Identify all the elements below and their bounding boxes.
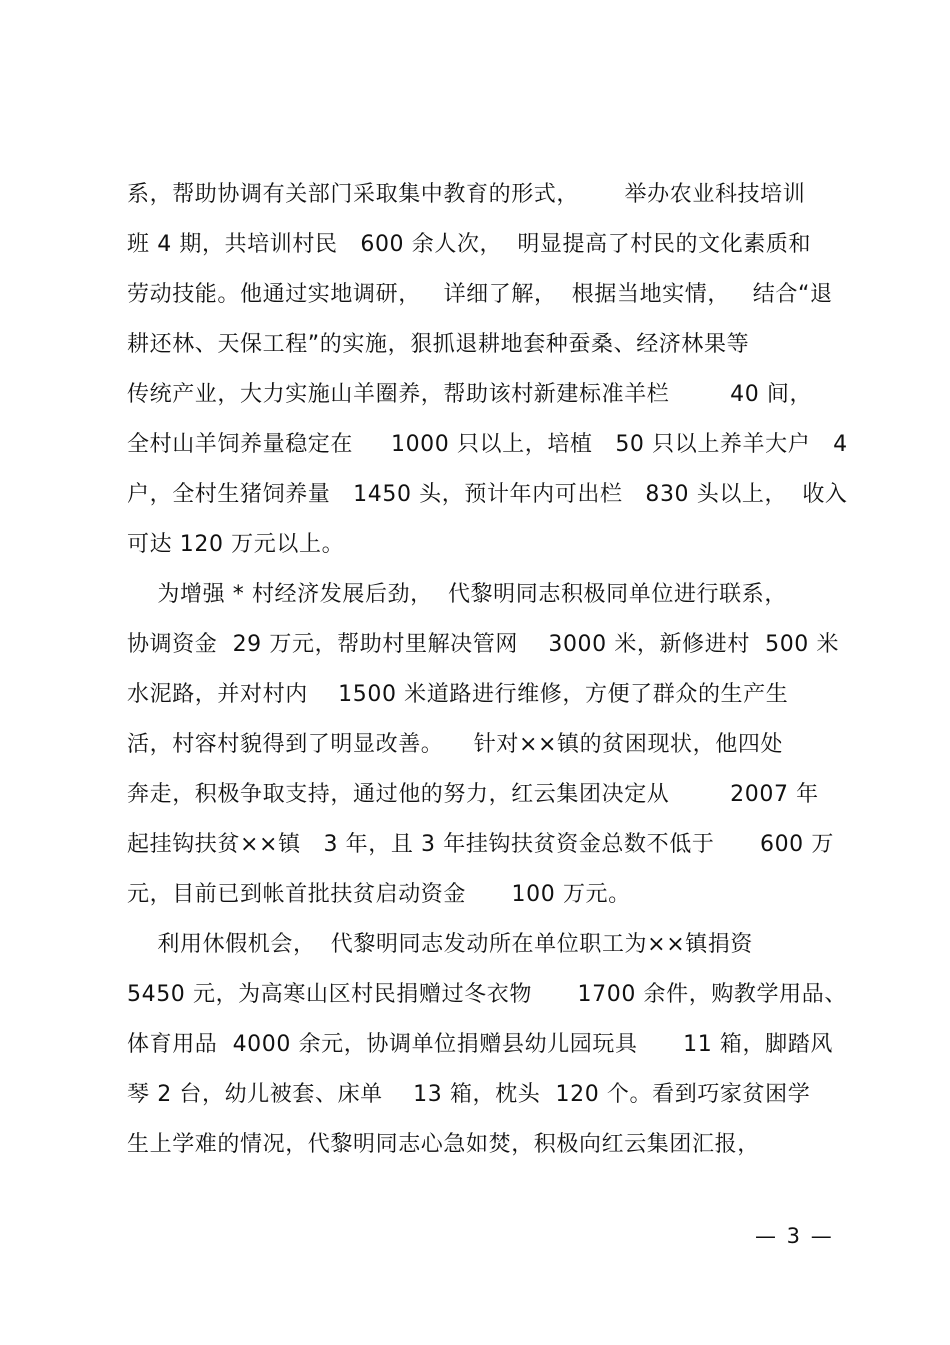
- text-line: 元，目前已到帐首批扶贫启动资金 100 万元。: [127, 882, 631, 907]
- text-line: 传统产业，大力实施山羊圈养，帮助该村新建标准羊栏 40 间，: [127, 382, 813, 407]
- text-line: 起挂钩扶贫××镇 3 年，且 3 年挂钩扶贫资金总数不低于 600 万: [127, 832, 834, 857]
- text-line: 水泥路，并对村内 1500 米道路进行维修，方便了群众的生产生: [127, 682, 789, 707]
- text-line: 协调资金 29 万元，帮助村里解决管网 3000 米，新修进村 500 米: [127, 632, 840, 657]
- text-line: 班 4 期，共培训村民 600 余人次， 明显提高了村民的文化素质和: [127, 232, 812, 257]
- text-line: 可达 120 万元以上。: [127, 532, 345, 557]
- text-line: 为增强 * 村经济发展后劲， 代黎明同志积极同单位进行联系，: [127, 582, 787, 607]
- text-line: 耕还林、天保工程”的实施，狠抓退耕地套种蚕桑、经济林果等: [127, 332, 750, 357]
- text-line: 户，全村生猪饲养量 1450 头，预计年内可出栏 830 头以上， 收入: [127, 482, 848, 507]
- page-number: — 3 —: [755, 1224, 834, 1248]
- text-line: 劳动技能。他通过实地调研， 详细了解， 根据当地实情， 结合“退: [127, 282, 833, 307]
- text-line: 生上学难的情况，代黎明同志心急如焚，积极向红云集团汇报，: [127, 1132, 760, 1157]
- text-line: 活，村容村貌得到了明显改善。 针对××镇的贫困现状，他四处: [127, 732, 784, 757]
- text-line: 琴 2 台，幼儿被套、床单 13 箱，枕头 120 个。看到巧家贫困学: [127, 1082, 811, 1107]
- text-line: 奔走，积极争取支持，通过他的努力，红云集团决定从 2007 年: [127, 782, 819, 807]
- text-line: 系，帮助协调有关部门采取集中教育的形式， 举办农业科技培训: [127, 182, 806, 207]
- text-line: 体育用品 4000 余元，协调单位捐赠县幼儿园玩具 11 箱，脚踏风: [127, 1032, 833, 1057]
- text-line: 利用休假机会， 代黎明同志发动所在单位职工为××镇捐资: [127, 932, 754, 957]
- text-line: 全村山羊饲养量稳定在 1000 只以上，培植 50 只以上养羊大户 4: [127, 432, 848, 457]
- text-line: 5450 元，为高寒山区村民捐赠过冬衣物 1700 余件，购教学用品、: [127, 982, 847, 1007]
